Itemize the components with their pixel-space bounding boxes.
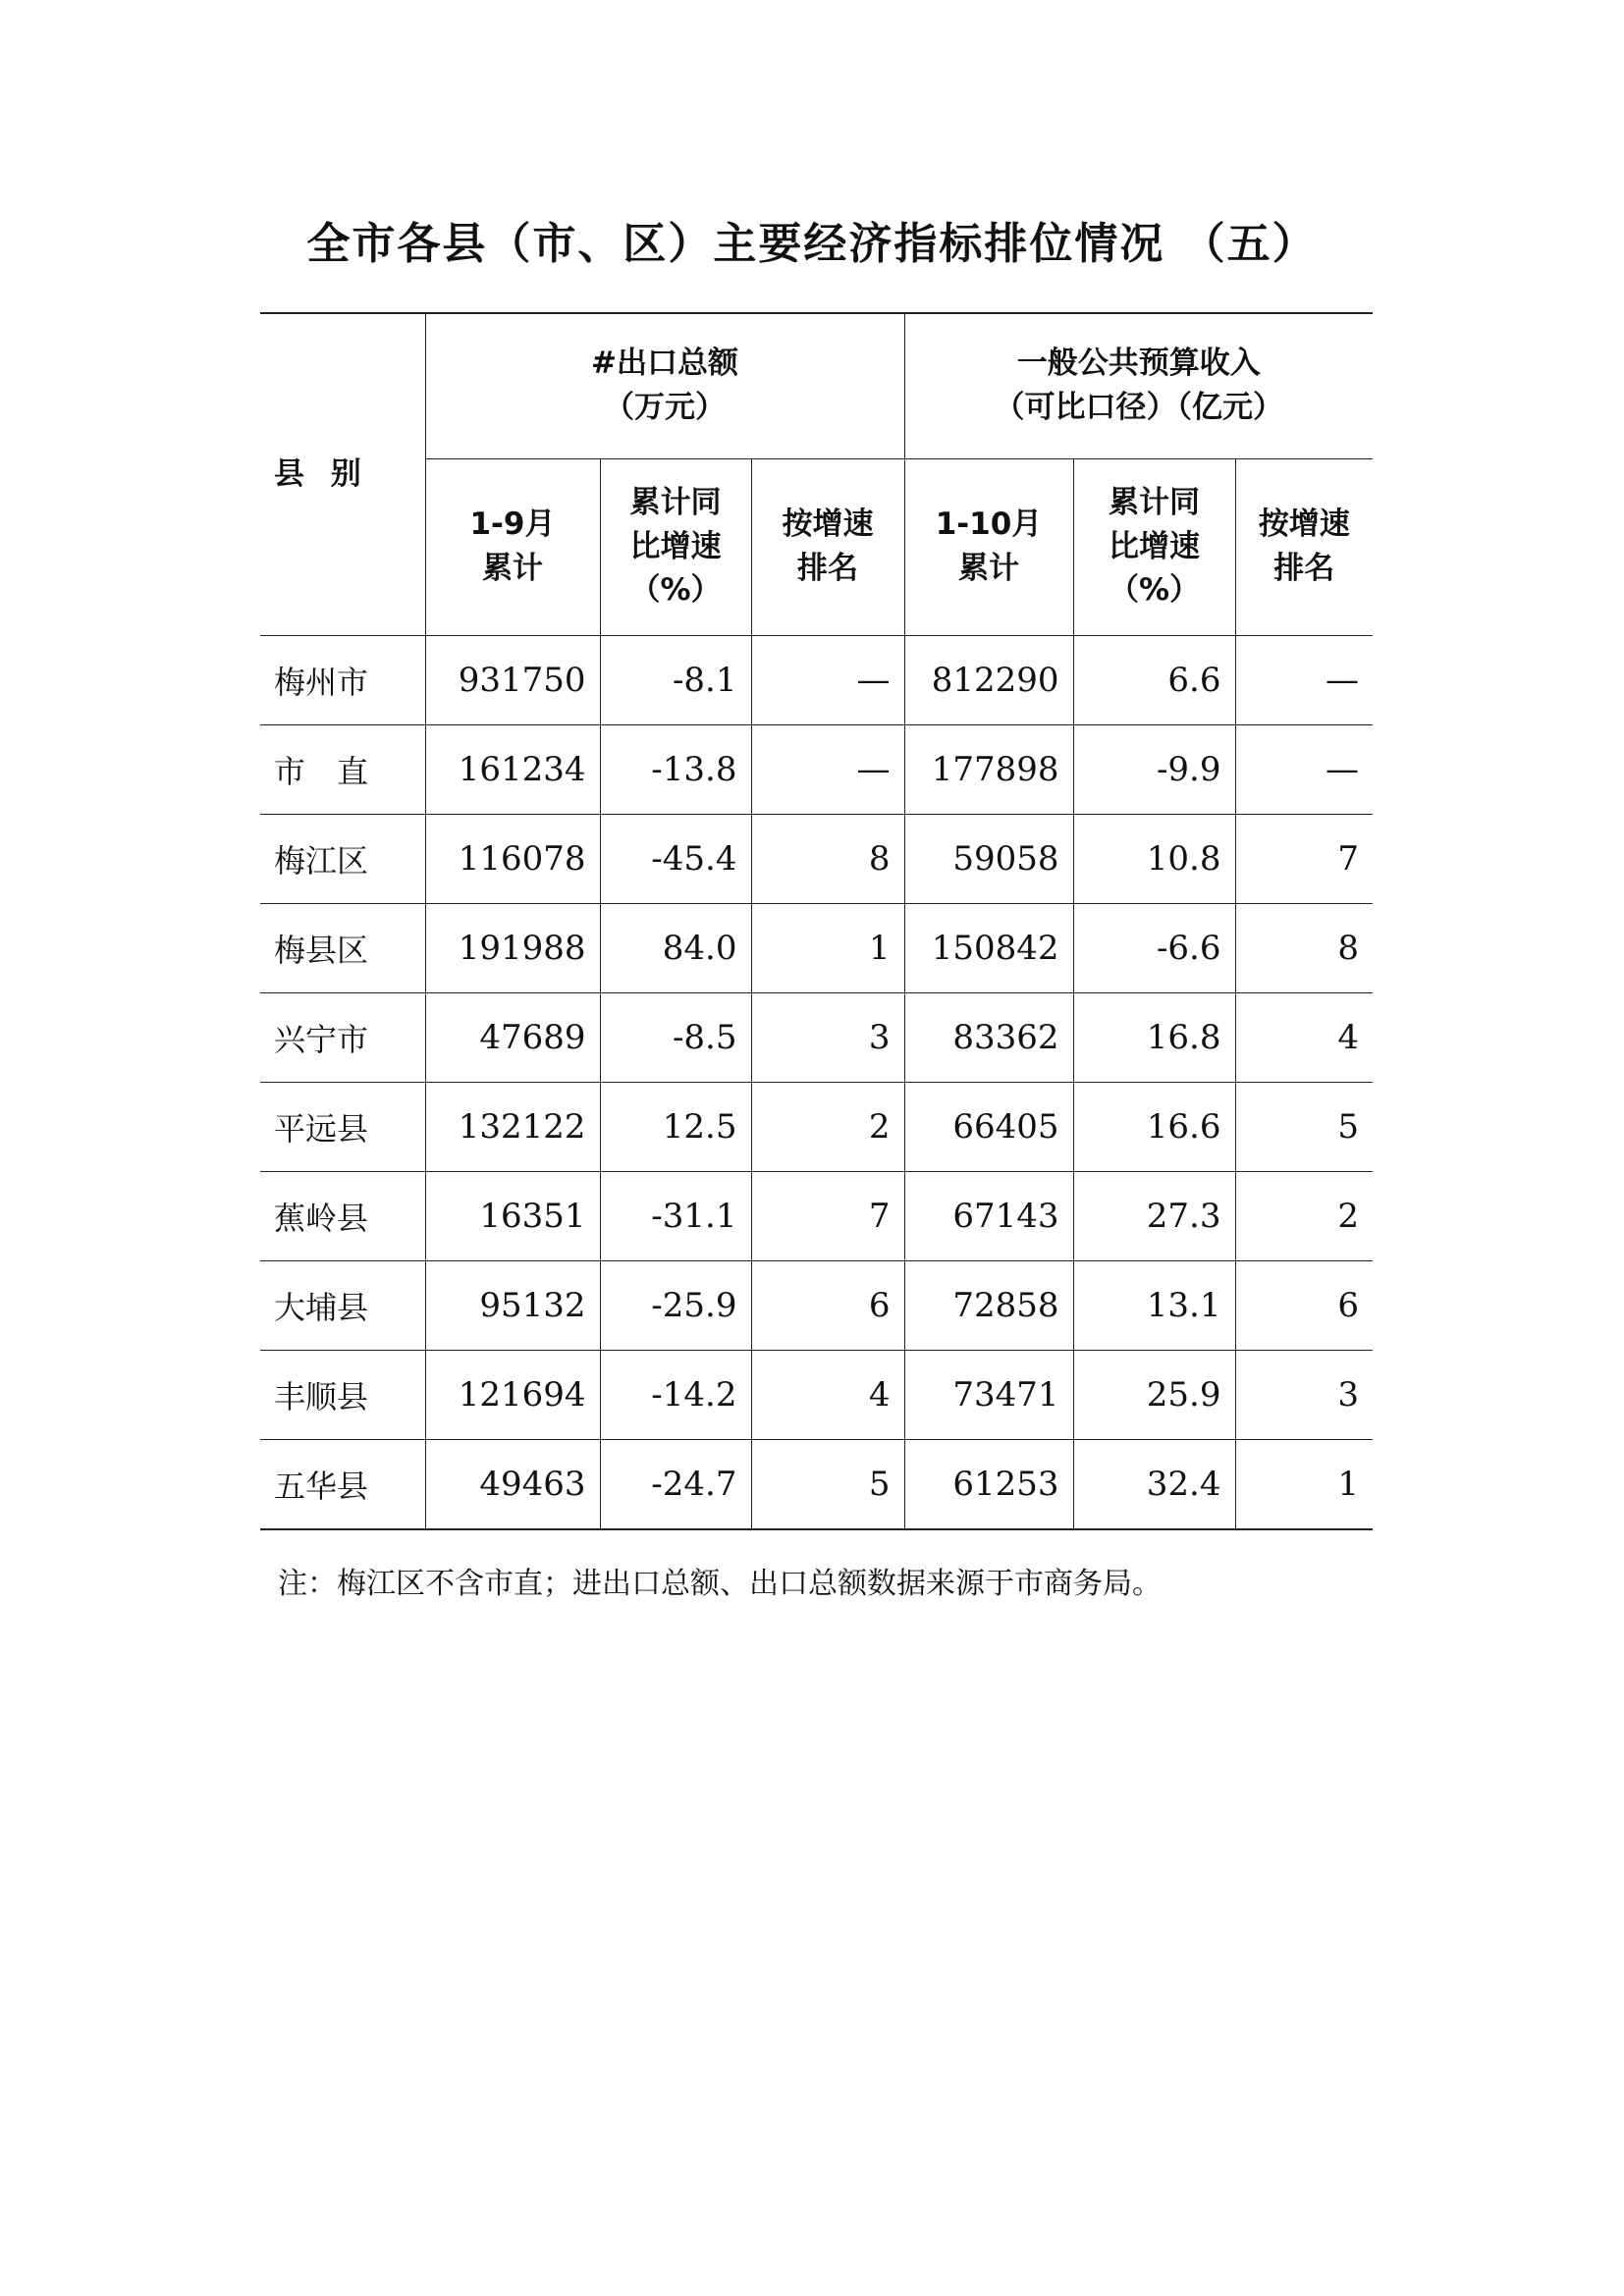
- value-cell-c4: 177898: [904, 724, 1073, 814]
- economic-indicators-table: [260, 312, 1373, 1530]
- value-cell-c2: 84.0: [600, 903, 751, 992]
- value-cell-c5: 6.6: [1073, 635, 1235, 724]
- value-cell-c6: 8: [1235, 903, 1373, 992]
- county-name-cell: 市 直: [260, 724, 425, 814]
- value-cell-c4: 83362: [904, 992, 1073, 1082]
- value-cell-c3: 3: [751, 992, 904, 1082]
- value-cell-c5: -9.9: [1073, 724, 1235, 814]
- table-row: [260, 1082, 1373, 1171]
- table-row: [260, 724, 1373, 814]
- value-cell-c1: 931750: [425, 635, 600, 724]
- value-cell-c1: 47689: [425, 992, 600, 1082]
- footnote: 注：梅江区不含市直；进出口总额、出口总额数据来源于市商务局。: [278, 1567, 1162, 1601]
- county-name-cell: 梅县区: [260, 903, 425, 992]
- value-cell-c3: 2: [751, 1082, 904, 1171]
- county-name-cell: 平远县: [260, 1082, 425, 1171]
- export-total-group-header: #出口总额 （万元）: [425, 313, 904, 458]
- value-cell-c6: 3: [1235, 1350, 1373, 1439]
- sub-header-5: 累计同 比增速 （%）: [1073, 458, 1235, 635]
- county-name-cell: 丰顺县: [260, 1350, 425, 1439]
- value-cell-c4: 72858: [904, 1260, 1073, 1350]
- value-cell-c5: 13.1: [1073, 1260, 1235, 1350]
- value-cell-c3: —: [751, 724, 904, 814]
- value-cell-c6: 5: [1235, 1082, 1373, 1171]
- value-cell-c5: -6.6: [1073, 903, 1235, 992]
- table-row: [260, 1439, 1373, 1529]
- value-cell-c2: -31.1: [600, 1171, 751, 1260]
- page-title: 全市各县（市、区）主要经济指标排位情况 （五）: [306, 219, 1318, 269]
- sub-header-2: 累计同 比增速 （%）: [600, 458, 751, 635]
- county-name-cell: 五华县: [260, 1439, 425, 1529]
- value-cell-c2: -13.8: [600, 724, 751, 814]
- value-cell-c1: 116078: [425, 814, 600, 903]
- value-cell-c4: 61253: [904, 1439, 1073, 1529]
- value-cell-c6: 4: [1235, 992, 1373, 1082]
- sub-header-1: 1-9月 累计: [425, 458, 600, 635]
- county-name-cell: 兴宁市: [260, 992, 425, 1082]
- value-cell-c3: 6: [751, 1260, 904, 1350]
- value-cell-c6: —: [1235, 635, 1373, 724]
- value-cell-c1: 49463: [425, 1439, 600, 1529]
- value-cell-c5: 16.8: [1073, 992, 1235, 1082]
- value-cell-c2: -8.1: [600, 635, 751, 724]
- value-cell-c6: 2: [1235, 1171, 1373, 1260]
- county-name-cell: 蕉岭县: [260, 1171, 425, 1260]
- value-cell-c3: —: [751, 635, 904, 724]
- value-cell-c5: 10.8: [1073, 814, 1235, 903]
- table-row: [260, 1171, 1373, 1260]
- value-cell-c5: 32.4: [1073, 1439, 1235, 1529]
- value-cell-c3: 7: [751, 1171, 904, 1260]
- public-budget-revenue-group-header: 一般公共预算收入 （可比口径）（亿元）: [904, 313, 1373, 458]
- value-cell-c2: -14.2: [600, 1350, 751, 1439]
- value-cell-c1: 95132: [425, 1260, 600, 1350]
- table-row: [260, 635, 1373, 724]
- value-cell-c4: 59058: [904, 814, 1073, 903]
- value-cell-c3: 5: [751, 1439, 904, 1529]
- value-cell-c3: 1: [751, 903, 904, 992]
- value-cell-c3: 4: [751, 1350, 904, 1439]
- sub-header-6: 按增速 排名: [1235, 458, 1373, 635]
- value-cell-c6: —: [1235, 724, 1373, 814]
- value-cell-c1: 132122: [425, 1082, 600, 1171]
- value-cell-c1: 191988: [425, 903, 600, 992]
- county-name-cell: 大埔县: [260, 1260, 425, 1350]
- table-row: [260, 903, 1373, 992]
- table-row: [260, 1260, 1373, 1350]
- value-cell-c6: 7: [1235, 814, 1373, 903]
- value-cell-c1: 161234: [425, 724, 600, 814]
- value-cell-c2: 12.5: [600, 1082, 751, 1171]
- table-row: [260, 992, 1373, 1082]
- county-column-header: 县 别: [260, 313, 425, 635]
- value-cell-c4: 812290: [904, 635, 1073, 724]
- value-cell-c2: -24.7: [600, 1439, 751, 1529]
- sub-header-3: 按增速 排名: [751, 458, 904, 635]
- value-cell-c4: 66405: [904, 1082, 1073, 1171]
- value-cell-c6: 1: [1235, 1439, 1373, 1529]
- sub-header-4: 1-10月 累计: [904, 458, 1073, 635]
- value-cell-c3: 8: [751, 814, 904, 903]
- value-cell-c4: 150842: [904, 903, 1073, 992]
- table-row: [260, 1350, 1373, 1439]
- value-cell-c1: 16351: [425, 1171, 600, 1260]
- value-cell-c5: 27.3: [1073, 1171, 1235, 1260]
- value-cell-c5: 25.9: [1073, 1350, 1235, 1439]
- county-name-cell: 梅州市: [260, 635, 425, 724]
- value-cell-c4: 73471: [904, 1350, 1073, 1439]
- value-cell-c2: -25.9: [600, 1260, 751, 1350]
- table-row: [260, 814, 1373, 903]
- value-cell-c4: 67143: [904, 1171, 1073, 1260]
- value-cell-c1: 121694: [425, 1350, 600, 1439]
- county-name-cell: 梅江区: [260, 814, 425, 903]
- value-cell-c5: 16.6: [1073, 1082, 1235, 1171]
- value-cell-c6: 6: [1235, 1260, 1373, 1350]
- value-cell-c2: -45.4: [600, 814, 751, 903]
- value-cell-c2: -8.5: [600, 992, 751, 1082]
